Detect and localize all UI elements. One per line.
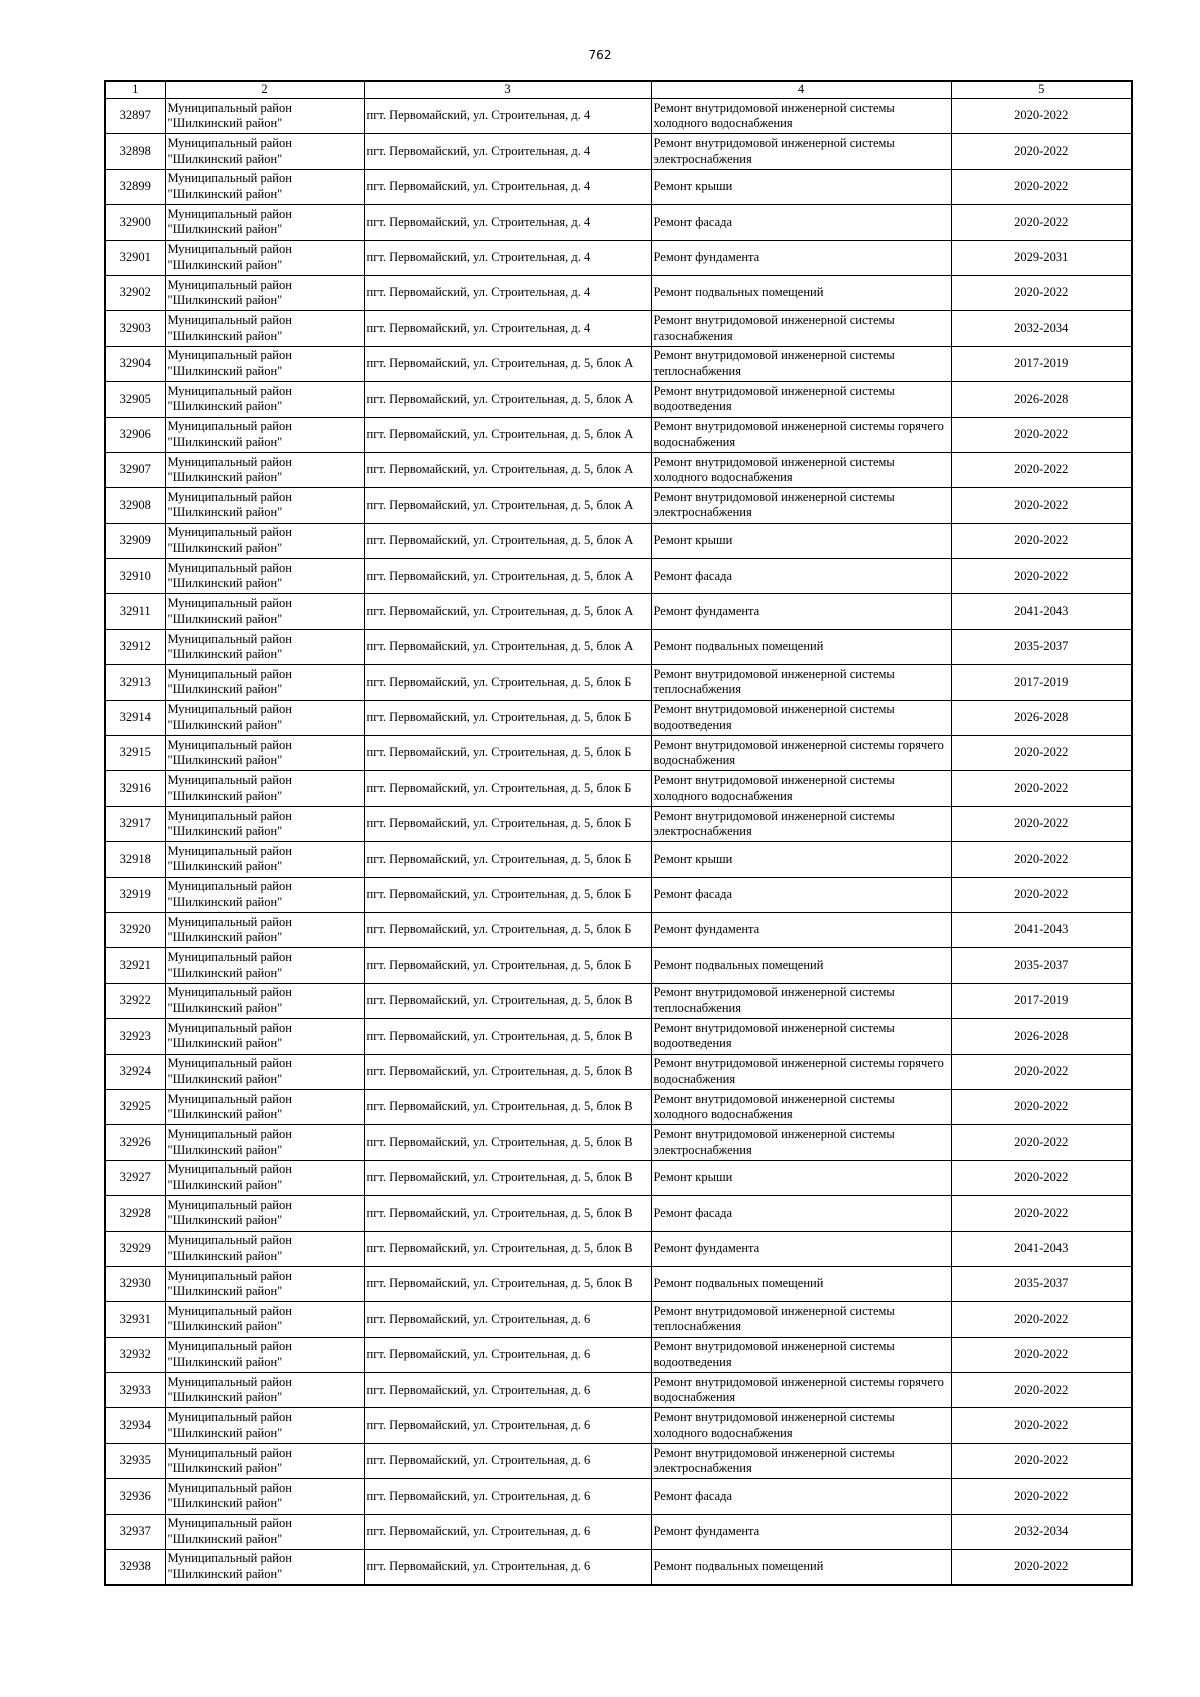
- period-cell: 2020-2022: [951, 736, 1132, 771]
- municipality-cell: Муниципальный район "Шилкинский район": [165, 842, 364, 877]
- period-cell: 2020-2022: [951, 1550, 1132, 1585]
- work-type-cell: Ремонт фундамента: [651, 594, 951, 629]
- row-number: 32912: [105, 629, 165, 664]
- municipality-cell: Муниципальный район "Шилкинский район": [165, 594, 364, 629]
- municipality-cell: Муниципальный район "Шилкинский район": [165, 169, 364, 204]
- period-cell: 2020-2022: [951, 169, 1132, 204]
- address-cell: пгт. Первомайский, ул. Строительная, д. 5, блок В: [364, 1266, 651, 1301]
- address-cell: пгт. Первомайский, ул. Строительная, д. 6: [364, 1337, 651, 1372]
- municipality-cell: Муниципальный район "Шилкинский район": [165, 559, 364, 594]
- table-row: [105, 1019, 1132, 1054]
- table-row: [105, 983, 1132, 1018]
- table-row: [105, 417, 1132, 452]
- period-cell: 2020-2022: [951, 877, 1132, 912]
- row-number: 32910: [105, 559, 165, 594]
- address-cell: пгт. Первомайский, ул. Строительная, д. 4: [364, 169, 651, 204]
- row-number: 32924: [105, 1054, 165, 1089]
- address-cell: пгт. Первомайский, ул. Строительная, д. 5, блок А: [364, 594, 651, 629]
- row-number: 32932: [105, 1337, 165, 1372]
- table-row: [105, 99, 1132, 134]
- work-type-cell: Ремонт подвальных помещений: [651, 1550, 951, 1585]
- work-type-cell: Ремонт внутридомовой инженерной системы холодного водоснабжения: [651, 452, 951, 487]
- period-cell: 2032-2034: [951, 1514, 1132, 1549]
- address-cell: пгт. Первомайский, ул. Строительная, д. 5, блок А: [364, 452, 651, 487]
- work-type-cell: Ремонт фундамента: [651, 1231, 951, 1266]
- work-type-cell: Ремонт внутридомовой инженерной системы теплоснабжения: [651, 983, 951, 1018]
- work-type-cell: Ремонт внутридомовой инженерной системы горячего водоснабжения: [651, 1054, 951, 1089]
- municipality-cell: Муниципальный район "Шилкинский район": [165, 1054, 364, 1089]
- municipality-cell: Муниципальный район "Шилкинский район": [165, 1302, 364, 1337]
- work-type-cell: Ремонт внутридомовой инженерной системы холодного водоснабжения: [651, 1089, 951, 1124]
- address-cell: пгт. Первомайский, ул. Строительная, д. 5, блок А: [364, 629, 651, 664]
- address-cell: пгт. Первомайский, ул. Строительная, д. 5, блок Б: [364, 948, 651, 983]
- period-cell: 2020-2022: [951, 275, 1132, 310]
- municipality-cell: Муниципальный район "Шилкинский район": [165, 983, 364, 1018]
- table-header: [105, 81, 1132, 99]
- municipality-cell: Муниципальный район "Шилкинский район": [165, 1514, 364, 1549]
- table-body: [105, 99, 1132, 1585]
- work-type-cell: Ремонт подвальных помещений: [651, 275, 951, 310]
- period-cell: 2017-2019: [951, 983, 1132, 1018]
- work-type-cell: Ремонт внутридомовой инженерной системы водоотведения: [651, 1337, 951, 1372]
- table-row: [105, 382, 1132, 417]
- municipality-cell: Муниципальный район "Шилкинский район": [165, 771, 364, 806]
- column-header-2: 2: [165, 81, 364, 99]
- address-cell: пгт. Первомайский, ул. Строительная, д. 5, блок Б: [364, 736, 651, 771]
- table-row: [105, 559, 1132, 594]
- period-cell: 2020-2022: [951, 452, 1132, 487]
- table-row: [105, 240, 1132, 275]
- table-row: [105, 523, 1132, 558]
- period-cell: 2020-2022: [951, 1089, 1132, 1124]
- address-cell: пгт. Первомайский, ул. Строительная, д. 6: [364, 1550, 651, 1585]
- table-row: [105, 1160, 1132, 1195]
- work-type-cell: Ремонт внутридомовой инженерной системы водоотведения: [651, 1019, 951, 1054]
- address-cell: пгт. Первомайский, ул. Строительная, д. 5, блок В: [364, 1054, 651, 1089]
- period-cell: 2020-2022: [951, 1443, 1132, 1478]
- period-cell: 2035-2037: [951, 629, 1132, 664]
- municipality-cell: Муниципальный район "Шилкинский район": [165, 912, 364, 947]
- work-type-cell: Ремонт фундамента: [651, 240, 951, 275]
- work-type-cell: Ремонт внутридомовой инженерной системы холодного водоснабжения: [651, 99, 951, 134]
- work-type-cell: Ремонт внутридомовой инженерной системы теплоснабжения: [651, 665, 951, 700]
- row-number: 32920: [105, 912, 165, 947]
- address-cell: пгт. Первомайский, ул. Строительная, д. 5, блок В: [364, 1231, 651, 1266]
- period-cell: 2020-2022: [951, 523, 1132, 558]
- period-cell: 2017-2019: [951, 665, 1132, 700]
- address-cell: пгт. Первомайский, ул. Строительная, д. 4: [364, 99, 651, 134]
- table-row: [105, 1550, 1132, 1585]
- municipality-cell: Муниципальный район "Шилкинский район": [165, 1125, 364, 1160]
- work-type-cell: Ремонт фасада: [651, 877, 951, 912]
- period-cell: 2020-2022: [951, 134, 1132, 169]
- row-number: 32923: [105, 1019, 165, 1054]
- period-cell: 2026-2028: [951, 700, 1132, 735]
- row-number: 32922: [105, 983, 165, 1018]
- header-row: [105, 81, 1132, 99]
- address-cell: пгт. Первомайский, ул. Строительная, д. 5, блок А: [364, 488, 651, 523]
- period-cell: 2020-2022: [951, 559, 1132, 594]
- municipality-cell: Муниципальный район "Шилкинский район": [165, 417, 364, 452]
- address-cell: пгт. Первомайский, ул. Строительная, д. 6: [364, 1302, 651, 1337]
- address-cell: пгт. Первомайский, ул. Строительная, д. 4: [364, 134, 651, 169]
- period-cell: 2035-2037: [951, 1266, 1132, 1301]
- work-type-cell: Ремонт подвальных помещений: [651, 1266, 951, 1301]
- work-type-cell: Ремонт фасада: [651, 1479, 951, 1514]
- row-number: 32909: [105, 523, 165, 558]
- period-cell: 2020-2022: [951, 1160, 1132, 1195]
- row-number: 32897: [105, 99, 165, 134]
- row-number: 32899: [105, 169, 165, 204]
- work-type-cell: Ремонт внутридомовой инженерной системы горячего водоснабжения: [651, 1373, 951, 1408]
- municipality-cell: Муниципальный район "Шилкинский район": [165, 275, 364, 310]
- address-cell: пгт. Первомайский, ул. Строительная, д. 6: [364, 1408, 651, 1443]
- municipality-cell: Муниципальный район "Шилкинский район": [165, 1373, 364, 1408]
- row-number: 32937: [105, 1514, 165, 1549]
- row-number: 32905: [105, 382, 165, 417]
- address-cell: пгт. Первомайский, ул. Строительная, д. 4: [364, 311, 651, 346]
- period-cell: 2020-2022: [951, 1373, 1132, 1408]
- work-type-cell: Ремонт фасада: [651, 205, 951, 240]
- row-number: 32900: [105, 205, 165, 240]
- work-type-cell: Ремонт внутридомовой инженерной системы холодного водоснабжения: [651, 771, 951, 806]
- work-type-cell: Ремонт внутридомовой инженерной системы электроснабжения: [651, 1443, 951, 1478]
- period-cell: 2041-2043: [951, 594, 1132, 629]
- address-cell: пгт. Первомайский, ул. Строительная, д. 5, блок Б: [364, 877, 651, 912]
- table-row: [105, 1302, 1132, 1337]
- municipality-cell: Муниципальный район "Шилкинский район": [165, 1266, 364, 1301]
- work-type-cell: Ремонт внутридомовой инженерной системы горячего водоснабжения: [651, 736, 951, 771]
- column-header-3: 3: [364, 81, 651, 99]
- row-number: 32935: [105, 1443, 165, 1478]
- period-cell: 2020-2022: [951, 806, 1132, 841]
- period-cell: 2041-2043: [951, 1231, 1132, 1266]
- address-cell: пгт. Первомайский, ул. Строительная, д. 4: [364, 240, 651, 275]
- period-cell: 2020-2022: [951, 1479, 1132, 1514]
- row-number: 32913: [105, 665, 165, 700]
- municipality-cell: Муниципальный район "Шилкинский район": [165, 452, 364, 487]
- table-row: [105, 1089, 1132, 1124]
- table-row: [105, 1408, 1132, 1443]
- address-cell: пгт. Первомайский, ул. Строительная, д. 5, блок Б: [364, 806, 651, 841]
- address-cell: пгт. Первомайский, ул. Строительная, д. 5, блок А: [364, 523, 651, 558]
- row-number: 32903: [105, 311, 165, 346]
- table-row: [105, 134, 1132, 169]
- municipality-cell: Муниципальный район "Шилкинский район": [165, 346, 364, 381]
- work-type-cell: Ремонт внутридомовой инженерной системы электроснабжения: [651, 1125, 951, 1160]
- work-type-cell: Ремонт внутридомовой инженерной системы газоснабжения: [651, 311, 951, 346]
- work-type-cell: Ремонт внутридомовой инженерной системы водоотведения: [651, 382, 951, 417]
- municipality-cell: Муниципальный район "Шилкинский район": [165, 629, 364, 664]
- municipality-cell: Муниципальный район "Шилкинский район": [165, 806, 364, 841]
- row-number: 32927: [105, 1160, 165, 1195]
- work-type-cell: Ремонт внутридомовой инженерной системы электроснабжения: [651, 806, 951, 841]
- work-type-cell: Ремонт крыши: [651, 842, 951, 877]
- row-number: 32930: [105, 1266, 165, 1301]
- address-cell: пгт. Первомайский, ул. Строительная, д. 5, блок А: [364, 382, 651, 417]
- table-row: [105, 948, 1132, 983]
- period-cell: 2020-2022: [951, 205, 1132, 240]
- address-cell: пгт. Первомайский, ул. Строительная, д. 5, блок В: [364, 1019, 651, 1054]
- row-number: 32931: [105, 1302, 165, 1337]
- municipality-cell: Муниципальный район "Шилкинский район": [165, 523, 364, 558]
- address-cell: пгт. Первомайский, ул. Строительная, д. 4: [364, 275, 651, 310]
- period-cell: 2020-2022: [951, 1125, 1132, 1160]
- column-header-5: 5: [951, 81, 1132, 99]
- table-row: [105, 1479, 1132, 1514]
- work-type-cell: Ремонт фасада: [651, 559, 951, 594]
- row-number: 32916: [105, 771, 165, 806]
- table-row: [105, 806, 1132, 841]
- row-number: 32934: [105, 1408, 165, 1443]
- address-cell: пгт. Первомайский, ул. Строительная, д. 6: [364, 1443, 651, 1478]
- table-row: [105, 700, 1132, 735]
- period-cell: 2020-2022: [951, 1196, 1132, 1231]
- row-number: 32933: [105, 1373, 165, 1408]
- work-type-cell: Ремонт подвальных помещений: [651, 948, 951, 983]
- row-number: 32898: [105, 134, 165, 169]
- work-type-cell: Ремонт внутридомовой инженерной системы электроснабжения: [651, 134, 951, 169]
- table-row: [105, 912, 1132, 947]
- work-type-cell: Ремонт внутридомовой инженерной системы горячего водоснабжения: [651, 417, 951, 452]
- period-cell: 2026-2028: [951, 382, 1132, 417]
- period-cell: 2035-2037: [951, 948, 1132, 983]
- row-number: 32917: [105, 806, 165, 841]
- page-number: 762: [588, 48, 612, 62]
- table-row: [105, 1125, 1132, 1160]
- table-row: [105, 488, 1132, 523]
- period-cell: 2029-2031: [951, 240, 1132, 275]
- period-cell: 2020-2022: [951, 99, 1132, 134]
- municipality-cell: Муниципальный район "Шилкинский район": [165, 700, 364, 735]
- work-type-cell: Ремонт внутридомовой инженерной системы водоотведения: [651, 700, 951, 735]
- table-row: [105, 1054, 1132, 1089]
- row-number: 32938: [105, 1550, 165, 1585]
- address-cell: пгт. Первомайский, ул. Строительная, д. 4: [364, 205, 651, 240]
- work-type-cell: Ремонт крыши: [651, 169, 951, 204]
- period-cell: 2041-2043: [951, 912, 1132, 947]
- row-number: 32915: [105, 736, 165, 771]
- work-type-cell: Ремонт внутридомовой инженерной системы теплоснабжения: [651, 1302, 951, 1337]
- address-cell: пгт. Первомайский, ул. Строительная, д. 5, блок Б: [364, 771, 651, 806]
- municipality-cell: Муниципальный район "Шилкинский район": [165, 948, 364, 983]
- period-cell: 2020-2022: [951, 1054, 1132, 1089]
- row-number: 32936: [105, 1479, 165, 1514]
- address-cell: пгт. Первомайский, ул. Строительная, д. 6: [364, 1373, 651, 1408]
- work-type-cell: Ремонт внутридомовой инженерной системы электроснабжения: [651, 488, 951, 523]
- work-type-cell: Ремонт крыши: [651, 1160, 951, 1195]
- table-row: [105, 1373, 1132, 1408]
- work-type-cell: Ремонт внутридомовой инженерной системы теплоснабжения: [651, 346, 951, 381]
- address-cell: пгт. Первомайский, ул. Строительная, д. 5, блок А: [364, 417, 651, 452]
- period-cell: 2020-2022: [951, 1302, 1132, 1337]
- municipality-cell: Муниципальный район "Шилкинский район": [165, 99, 364, 134]
- address-cell: пгт. Первомайский, ул. Строительная, д. 6: [364, 1514, 651, 1549]
- municipality-cell: Муниципальный район "Шилкинский район": [165, 1231, 364, 1266]
- table-row: [105, 169, 1132, 204]
- table-row: [105, 1337, 1132, 1372]
- period-cell: 2017-2019: [951, 346, 1132, 381]
- row-number: 32901: [105, 240, 165, 275]
- address-cell: пгт. Первомайский, ул. Строительная, д. 5, блок В: [364, 1089, 651, 1124]
- row-number: 32926: [105, 1125, 165, 1160]
- municipality-cell: Муниципальный район "Шилкинский район": [165, 1550, 364, 1585]
- row-number: 32908: [105, 488, 165, 523]
- work-type-cell: Ремонт фундамента: [651, 1514, 951, 1549]
- column-header-4: 4: [651, 81, 951, 99]
- table-row: [105, 205, 1132, 240]
- address-cell: пгт. Первомайский, ул. Строительная, д. 6: [364, 1479, 651, 1514]
- table-row: [105, 877, 1132, 912]
- address-cell: пгт. Первомайский, ул. Строительная, д. 5, блок В: [364, 983, 651, 1018]
- table-row: [105, 346, 1132, 381]
- municipality-cell: Муниципальный район "Шилкинский район": [165, 1019, 364, 1054]
- municipality-cell: Муниципальный район "Шилкинский район": [165, 1160, 364, 1195]
- table-row: [105, 275, 1132, 310]
- work-type-cell: Ремонт внутридомовой инженерной системы холодного водоснабжения: [651, 1408, 951, 1443]
- period-cell: 2020-2022: [951, 488, 1132, 523]
- municipality-cell: Муниципальный район "Шилкинский район": [165, 382, 364, 417]
- municipality-cell: Муниципальный район "Шилкинский район": [165, 488, 364, 523]
- row-number: 32914: [105, 700, 165, 735]
- address-cell: пгт. Первомайский, ул. Строительная, д. 5, блок В: [364, 1160, 651, 1195]
- row-number: 32929: [105, 1231, 165, 1266]
- repair-schedule-table: [104, 80, 1133, 1586]
- municipality-cell: Муниципальный район "Шилкинский район": [165, 1089, 364, 1124]
- municipality-cell: Муниципальный район "Шилкинский район": [165, 240, 364, 275]
- table-row: [105, 1266, 1132, 1301]
- table-row: [105, 311, 1132, 346]
- address-cell: пгт. Первомайский, ул. Строительная, д. 5, блок В: [364, 1196, 651, 1231]
- municipality-cell: Муниципальный район "Шилкинский район": [165, 134, 364, 169]
- table-row: [105, 1514, 1132, 1549]
- period-cell: 2026-2028: [951, 1019, 1132, 1054]
- work-type-cell: Ремонт фундамента: [651, 912, 951, 947]
- table-row: [105, 1443, 1132, 1478]
- period-cell: 2032-2034: [951, 311, 1132, 346]
- municipality-cell: Муниципальный район "Шилкинский район": [165, 736, 364, 771]
- period-cell: 2020-2022: [951, 1337, 1132, 1372]
- municipality-cell: Муниципальный район "Шилкинский район": [165, 1196, 364, 1231]
- municipality-cell: Муниципальный район "Шилкинский район": [165, 205, 364, 240]
- table-row: [105, 1231, 1132, 1266]
- period-cell: 2020-2022: [951, 842, 1132, 877]
- address-cell: пгт. Первомайский, ул. Строительная, д. 5, блок Б: [364, 912, 651, 947]
- period-cell: 2020-2022: [951, 771, 1132, 806]
- address-cell: пгт. Первомайский, ул. Строительная, д. 5, блок Б: [364, 665, 651, 700]
- table-row: [105, 629, 1132, 664]
- row-number: 32907: [105, 452, 165, 487]
- municipality-cell: Муниципальный район "Шилкинский район": [165, 1479, 364, 1514]
- address-cell: пгт. Первомайский, ул. Строительная, д. 5, блок А: [364, 346, 651, 381]
- row-number: 32921: [105, 948, 165, 983]
- municipality-cell: Муниципальный район "Шилкинский район": [165, 311, 364, 346]
- row-number: 32906: [105, 417, 165, 452]
- column-header-1: 1: [105, 81, 165, 99]
- municipality-cell: Муниципальный район "Шилкинский район": [165, 665, 364, 700]
- municipality-cell: Муниципальный район "Шилкинский район": [165, 877, 364, 912]
- table-row: [105, 771, 1132, 806]
- address-cell: пгт. Первомайский, ул. Строительная, д. 5, блок Б: [364, 700, 651, 735]
- table-row: [105, 665, 1132, 700]
- row-number: 32925: [105, 1089, 165, 1124]
- address-cell: пгт. Первомайский, ул. Строительная, д. 5, блок В: [364, 1125, 651, 1160]
- row-number: 32918: [105, 842, 165, 877]
- row-number: 32919: [105, 877, 165, 912]
- address-cell: пгт. Первомайский, ул. Строительная, д. 5, блок А: [364, 559, 651, 594]
- work-type-cell: Ремонт подвальных помещений: [651, 629, 951, 664]
- work-type-cell: Ремонт крыши: [651, 523, 951, 558]
- period-cell: 2020-2022: [951, 1408, 1132, 1443]
- row-number: 32904: [105, 346, 165, 381]
- table-row: [105, 736, 1132, 771]
- row-number: 32911: [105, 594, 165, 629]
- table-row: [105, 1196, 1132, 1231]
- work-type-cell: Ремонт фасада: [651, 1196, 951, 1231]
- municipality-cell: Муниципальный район "Шилкинский район": [165, 1337, 364, 1372]
- municipality-cell: Муниципальный район "Шилкинский район": [165, 1443, 364, 1478]
- period-cell: 2020-2022: [951, 417, 1132, 452]
- row-number: 32902: [105, 275, 165, 310]
- address-cell: пгт. Первомайский, ул. Строительная, д. 5, блок Б: [364, 842, 651, 877]
- table-row: [105, 842, 1132, 877]
- municipality-cell: Муниципальный район "Шилкинский район": [165, 1408, 364, 1443]
- table-row: [105, 594, 1132, 629]
- table-row: [105, 452, 1132, 487]
- row-number: 32928: [105, 1196, 165, 1231]
